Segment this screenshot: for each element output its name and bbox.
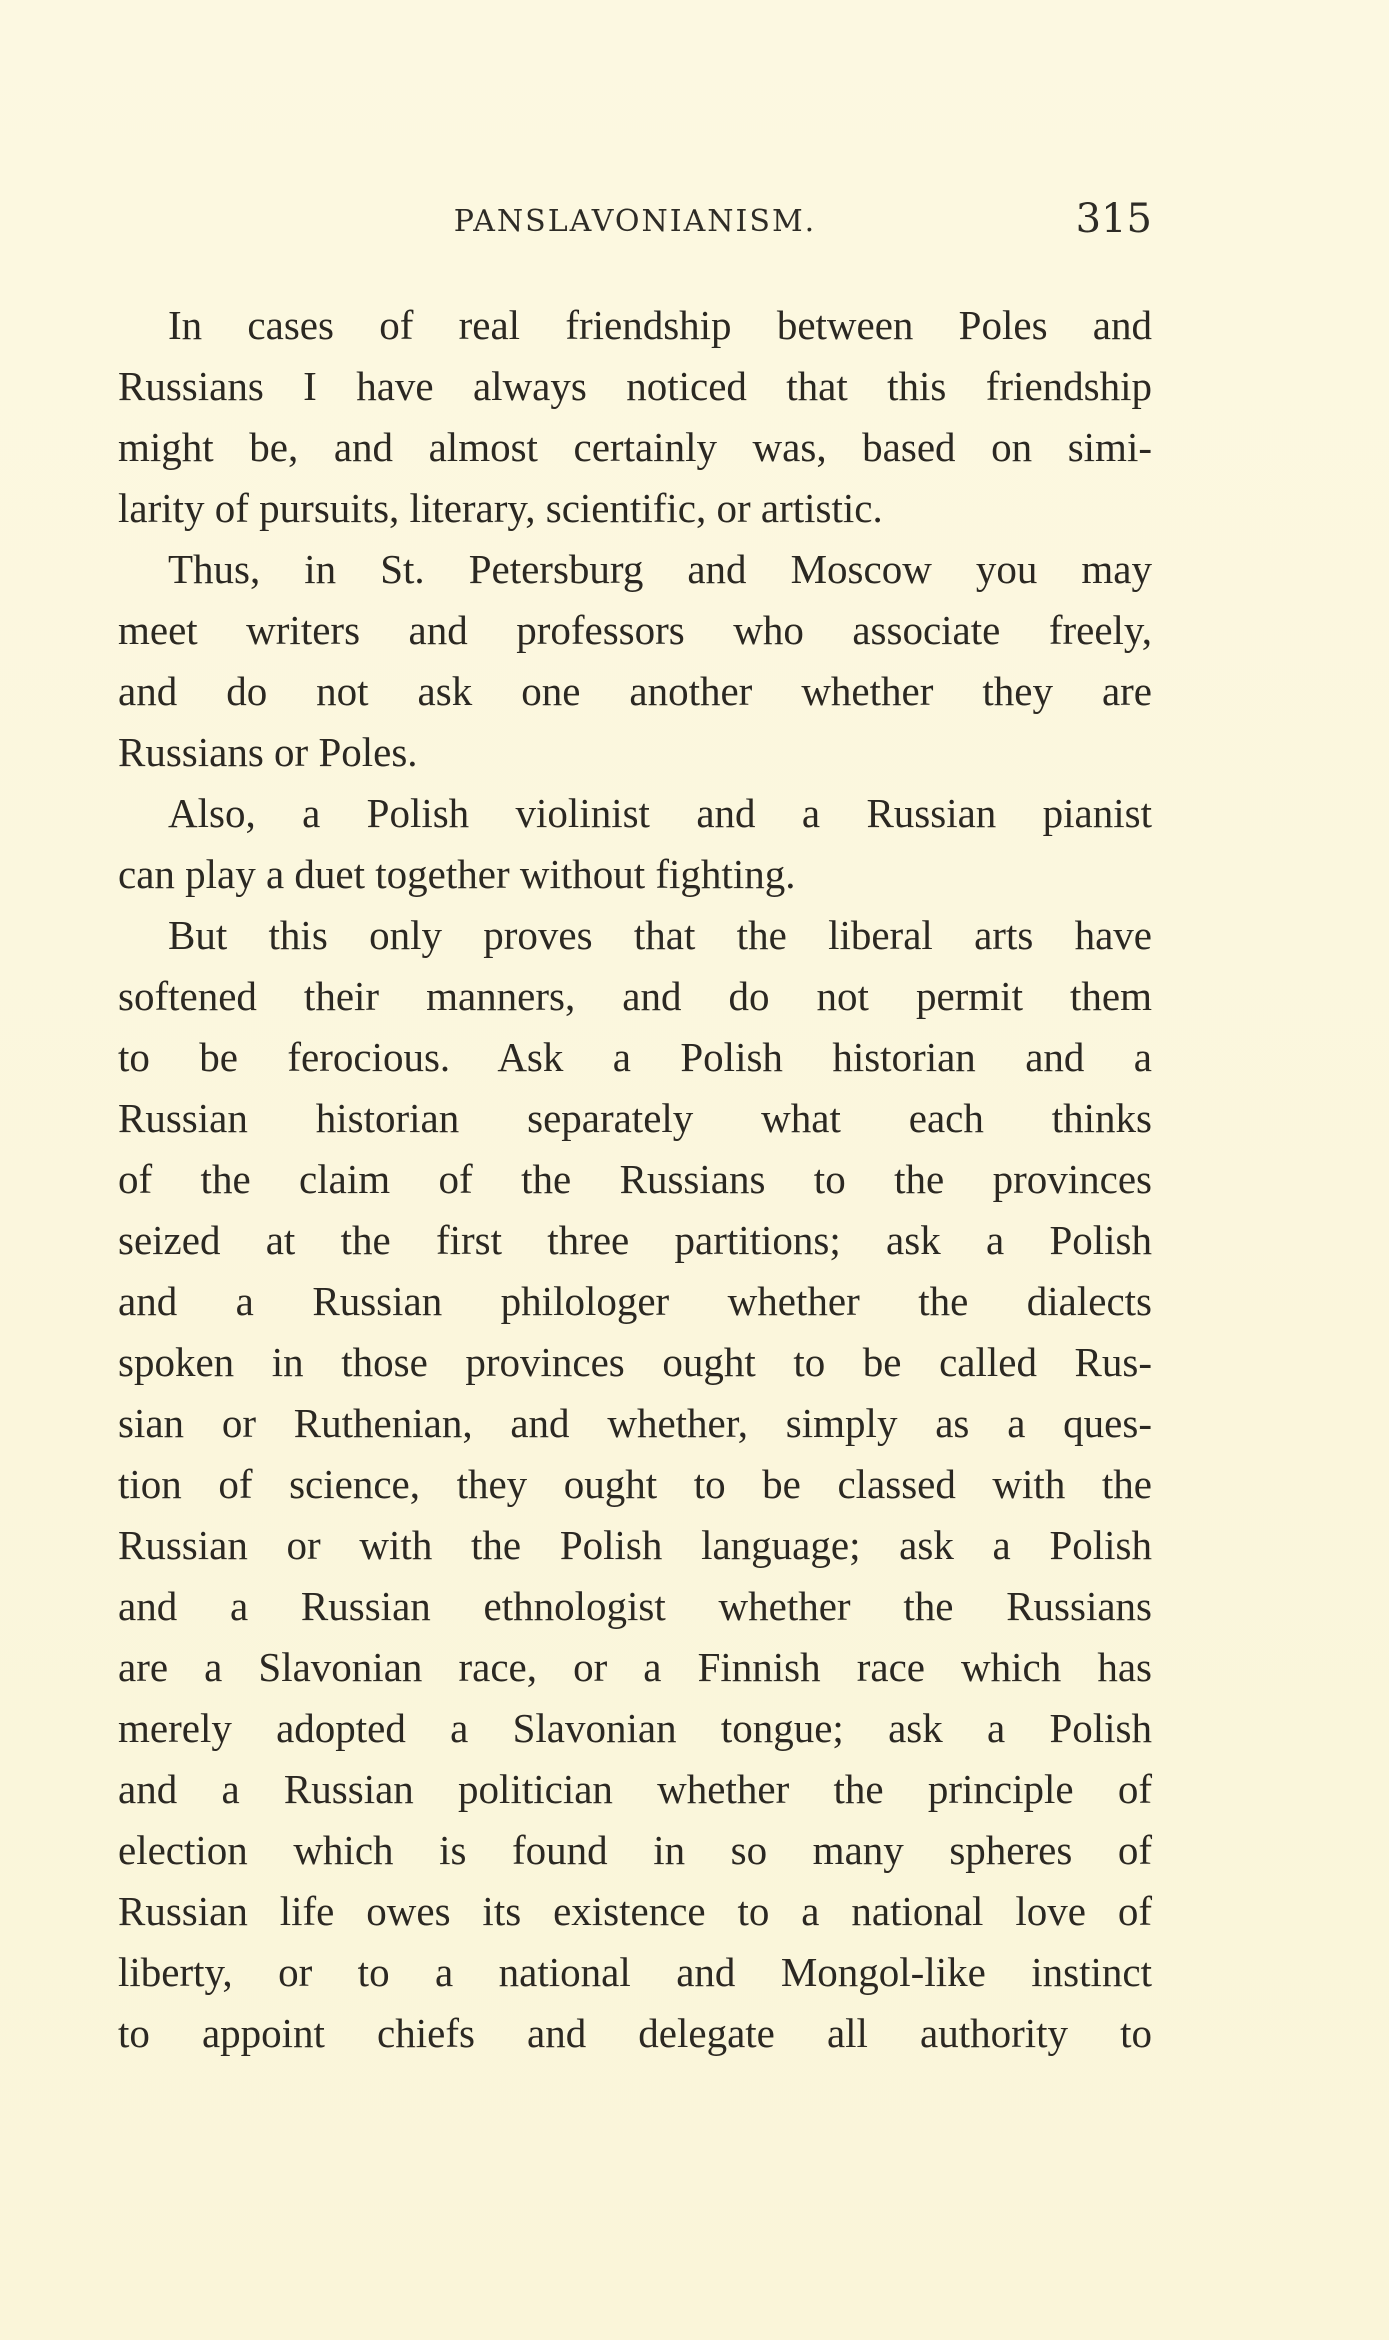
text-line: But this only proves that the liberal arts have [168, 912, 1152, 958]
text-line: and a Russian ethnologist whether the Russians [118, 1583, 1152, 1629]
text-line: are a Slavonian race, or a Finnish race which has [118, 1644, 1152, 1690]
text-line: seized at the first three partitions; ask a Polish [118, 1217, 1152, 1263]
text-line: and a Russian philologer whether the dialects [118, 1278, 1152, 1324]
text-line: spoken in those provinces ought to be called Rus- [118, 1339, 1152, 1385]
text-line: and a Russian politician whether the principle of [118, 1766, 1152, 1812]
text-line: larity of pursuits, literary, scientific, or artistic. [118, 485, 883, 531]
text-line: merely adopted a Slavonian tongue; ask a Polish [118, 1705, 1152, 1751]
text-line: Also, a Polish violinist and a Russian pianist [168, 790, 1152, 836]
page-header [118, 196, 1152, 246]
text-line: Russian historian separately what each thinks [118, 1095, 1152, 1141]
text-line: to appoint chiefs and delegate all authority to [118, 2010, 1152, 2056]
text-line: of the claim of the Russians to the provinces [118, 1156, 1152, 1202]
text-line: tion of science, they ought to be classed with the [118, 1461, 1152, 1507]
text-line: can play a duet together without fighting. [118, 851, 796, 897]
body-text [118, 295, 1152, 2064]
text-line: Russian or with the Polish language; ask a Polish [118, 1522, 1152, 1568]
text-line: and do not ask one another whether they are [118, 668, 1152, 714]
text-line: sian or Ruthenian, and whether, simply as a ques- [118, 1400, 1152, 1446]
running-head: PANSLAVONIANISM. [453, 204, 817, 239]
text-line: Thus, in St. Petersburg and Moscow you may [168, 546, 1152, 592]
text-line: to be ferocious. Ask a Polish historian and a [118, 1034, 1152, 1080]
text-line: In cases of real friendship between Poles and [168, 302, 1152, 348]
text-line: Russian life owes its existence to a national love of [118, 1888, 1152, 1934]
text-line: softened their manners, and do not permit them [118, 973, 1152, 1019]
text-line: might be, and almost certainly was, based on simi- [118, 424, 1152, 470]
text-line: Russians I have always noticed that this friendship [118, 363, 1152, 409]
text-line: meet writers and professors who associate freely, [118, 607, 1152, 653]
text-line: Russians or Poles. [118, 729, 418, 775]
page-number: 315 [1075, 196, 1152, 242]
text-line: liberty, or to a national and Mongol-like instinct [118, 1949, 1152, 1995]
text-line: election which is found in so many spheres of [118, 1827, 1152, 1873]
